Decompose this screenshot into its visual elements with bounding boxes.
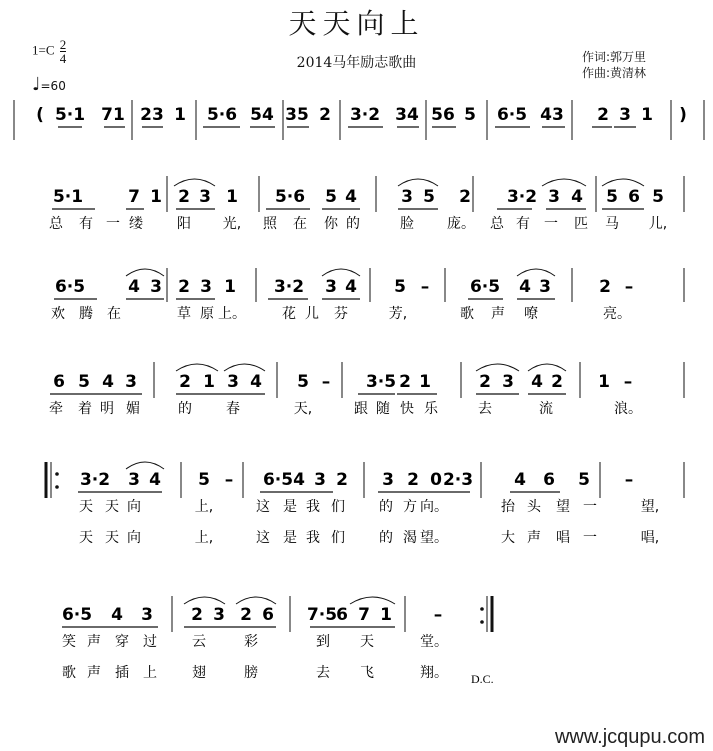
- lyric-syllable: 脸: [400, 216, 414, 232]
- jianpu-note: 56: [431, 105, 455, 125]
- jianpu-note: –: [321, 372, 331, 392]
- lyric-syllable: 阳: [177, 216, 191, 232]
- lyric-syllable: 笑: [62, 634, 76, 650]
- jianpu-note: 3: [141, 605, 153, 625]
- lyric-syllable: 的: [379, 499, 393, 515]
- repeat-end-dot: [480, 607, 484, 611]
- jianpu-note: 7: [358, 605, 370, 625]
- lyric-syllable: 一: [583, 530, 597, 546]
- jianpu-note: 3·2: [506, 187, 538, 207]
- lyric-syllable: 明: [100, 401, 114, 417]
- lyric-syllable: 翔。: [420, 665, 448, 681]
- jianpu-note: 5: [78, 372, 90, 392]
- site-watermark: www.jcqupu.com: [554, 726, 705, 748]
- lyric-syllable: 随: [376, 401, 390, 417]
- bar-lines: [14, 100, 704, 632]
- slur-arc: [176, 364, 218, 371]
- lyricist-credit: 作词:郭万里: [582, 50, 647, 64]
- lyric-syllable: 天: [105, 530, 119, 546]
- lyric-syllable: 唱: [556, 530, 570, 546]
- jianpu-note: 2: [459, 187, 471, 207]
- lyric-syllable: 你: [324, 216, 338, 232]
- lyric-syllable: 歌: [460, 306, 474, 322]
- lyric-syllable: 照: [263, 216, 277, 232]
- lyric-syllable: 有: [516, 216, 530, 232]
- lyric-syllable: 的: [346, 216, 360, 232]
- song-title: 天天向上: [288, 7, 425, 40]
- slur-arc: [126, 269, 164, 276]
- jianpu-note: 3: [548, 187, 560, 207]
- jianpu-note: 5: [578, 470, 590, 490]
- lyric-syllable: 们: [331, 499, 345, 515]
- jianpu-note: 6·5: [61, 605, 93, 625]
- quarter-note-icon: ♩: [32, 74, 41, 95]
- jianpu-note: 5·6: [206, 105, 238, 125]
- lyric-syllable: 头: [527, 499, 541, 515]
- lyric-syllable: 大: [501, 530, 515, 546]
- lyric-syllable: 向。: [420, 499, 448, 515]
- lyric-syllable: 是: [283, 499, 297, 515]
- lyric-syllable: 媚: [126, 401, 140, 417]
- lyric-syllable: 在: [107, 306, 121, 322]
- jianpu-note: 1: [380, 605, 392, 625]
- jianpu-note: 3: [401, 187, 413, 207]
- jianpu-note: 3: [150, 277, 162, 297]
- jianpu-note: 7: [128, 187, 140, 207]
- lyric-syllable: 跟: [354, 401, 368, 417]
- jianpu-note: 6·5: [54, 277, 86, 297]
- jianpu-note: 3: [227, 372, 239, 392]
- lyric-syllable: 插: [115, 665, 129, 681]
- lyric-syllable: 去: [316, 665, 330, 681]
- lyric-syllable: 天: [360, 634, 374, 650]
- jianpu-note: 3: [325, 277, 337, 297]
- jianpu-note: 5·1: [52, 187, 84, 207]
- jianpu-note: 2·3: [442, 470, 474, 490]
- jianpu-note: 3: [502, 372, 514, 392]
- jianpu-note: 3: [213, 605, 225, 625]
- jianpu-note: –: [420, 277, 430, 297]
- lyric-syllable: 上。: [218, 306, 246, 322]
- lyric-syllable: 有: [79, 216, 93, 232]
- jianpu-note: 4: [514, 470, 526, 490]
- jianpu-note: 3: [125, 372, 137, 392]
- lyric-syllable: 天,: [293, 401, 313, 417]
- lyric-syllable: 嘹: [524, 306, 538, 322]
- jianpu-note: 3: [619, 105, 631, 125]
- jianpu-note: 3: [200, 277, 212, 297]
- lyric-syllable: 春: [226, 401, 240, 417]
- lyric-syllable: 彩: [244, 634, 258, 650]
- slur-arc: [174, 179, 215, 186]
- lyric-syllable: 抬: [501, 499, 515, 515]
- lyric-syllable: 缕: [129, 216, 143, 232]
- composer-credit: 作曲:黄清林: [582, 66, 647, 80]
- jianpu-note: 2: [178, 187, 190, 207]
- jianpu-note: 4: [519, 277, 531, 297]
- lyric-syllable: 们: [331, 530, 345, 546]
- lyric-syllable: 一: [106, 216, 120, 232]
- jianpu-note: 4: [149, 470, 161, 490]
- jianpu-note: 5: [394, 277, 406, 297]
- lyric-syllable: 声: [87, 634, 101, 650]
- jianpu-note: ): [679, 105, 687, 125]
- jianpu-note: 6: [336, 605, 348, 625]
- lyric-syllable: 上,: [194, 499, 214, 515]
- lyric-syllable: 芳,: [388, 306, 408, 322]
- jianpu-note: (: [36, 105, 44, 125]
- lyric-syllable: 向: [127, 530, 141, 546]
- jianpu-note: 3: [382, 470, 394, 490]
- jianpu-note: 0: [430, 470, 442, 490]
- slur-arc: [126, 462, 164, 469]
- jianpu-note: 2: [479, 372, 491, 392]
- jianpu-note: 4: [250, 372, 262, 392]
- dc-marking: D.C.: [471, 672, 494, 686]
- jianpu-note: 1: [641, 105, 653, 125]
- jianpu-note: 6: [53, 372, 65, 392]
- jianpu-note: 5: [423, 187, 435, 207]
- lyric-syllable: 牵: [49, 401, 63, 417]
- lyric-syllable: 乐: [424, 401, 438, 417]
- lyric-syllable: 唱,: [640, 530, 660, 546]
- lyric-syllable: 望: [556, 499, 570, 515]
- jianpu-note: –: [624, 277, 634, 297]
- jianpu-note: 1: [598, 372, 610, 392]
- jianpu-note: 5·6: [274, 187, 306, 207]
- jianpu-note: 3·2: [273, 277, 305, 297]
- lyric-syllable: 云: [192, 634, 206, 650]
- lyric-syllable: 芬: [334, 306, 348, 322]
- jianpu-note: 4: [128, 277, 140, 297]
- lyric-syllable: 儿,: [648, 216, 668, 232]
- jianpu-note: 2: [336, 470, 348, 490]
- lyric-syllable: 总: [49, 216, 63, 232]
- lyric-syllable: 流: [539, 401, 553, 417]
- lyric-syllable: 一: [583, 499, 597, 515]
- slur-arc: [542, 179, 586, 186]
- jianpu-note: 6·5: [262, 470, 294, 490]
- lyric-syllable: 向: [127, 499, 141, 515]
- slur-arc: [517, 269, 555, 276]
- lyric-syllable: 亮。: [603, 306, 631, 322]
- jianpu-note: 1: [150, 187, 162, 207]
- jianpu-note: 2: [191, 605, 203, 625]
- jianpu-note: 5·1: [54, 105, 86, 125]
- lyric-syllable: 上,: [194, 530, 214, 546]
- jianpu-note: 2: [319, 105, 331, 125]
- slur-arc: [184, 597, 225, 604]
- jianpu-note: 34: [395, 105, 419, 125]
- slur-arc: [528, 364, 566, 371]
- jianpu-note: 3·2: [349, 105, 381, 125]
- jianpu-note: 4: [571, 187, 583, 207]
- jianpu-note: 1: [174, 105, 186, 125]
- tempo-value: =60: [40, 79, 66, 93]
- lyric-syllable: 儿: [305, 306, 319, 322]
- lyric-syllable: 在: [293, 216, 307, 232]
- lyric-syllable: 一: [544, 216, 558, 232]
- jianpu-note: 5: [325, 187, 337, 207]
- lyric-syllable: 是: [283, 530, 297, 546]
- lyric-syllable: 飞: [360, 665, 374, 681]
- jianpu-note: 3: [314, 470, 326, 490]
- lyric-syllable: 着: [78, 401, 92, 417]
- jianpu-note: 71: [101, 105, 125, 125]
- repeat-start-dot: [55, 472, 59, 476]
- jianpu-note: 1: [203, 372, 215, 392]
- slur-arc: [398, 179, 438, 186]
- lyric-syllable: 声: [87, 665, 101, 681]
- lyric-syllable: 我: [306, 499, 320, 515]
- jianpu-note: 5: [198, 470, 210, 490]
- jianpu-note: 3: [128, 470, 140, 490]
- meter-top: 2: [59, 37, 67, 52]
- jianpu-note: –: [624, 470, 634, 490]
- lyric-syllable: 望,: [640, 499, 660, 515]
- lyric-syllable: 天: [79, 499, 93, 515]
- jianpu-note: 4: [293, 470, 305, 490]
- jianpu-note: 3: [539, 277, 551, 297]
- lyric-syllable: 浪。: [614, 401, 642, 417]
- lyric-syllable: 上: [143, 665, 157, 681]
- lyric-syllable: 穿: [115, 634, 129, 650]
- jianpu-note: 6: [543, 470, 555, 490]
- lyric-syllable: 歌: [62, 665, 76, 681]
- jianpu-note: 3·5: [365, 372, 397, 392]
- lyric-syllable: 这: [256, 499, 270, 515]
- lyric-syllable: 这: [256, 530, 270, 546]
- lyric-syllable: 望。: [420, 530, 448, 546]
- lyric-syllable: 声: [527, 530, 541, 546]
- jianpu-note: 2: [179, 372, 191, 392]
- slur-arc: [224, 364, 265, 371]
- jianpu-note: 43: [540, 105, 564, 125]
- jianpu-note: 6·5: [496, 105, 528, 125]
- jianpu-note: 4: [531, 372, 543, 392]
- jianpu-note: 5: [652, 187, 664, 207]
- lyric-syllable: 花: [282, 306, 296, 322]
- lyric-syllable: 天: [105, 499, 119, 515]
- slur-arc: [476, 364, 519, 371]
- jianpu-note: 5: [606, 187, 618, 207]
- jianpu-note: 4: [345, 187, 357, 207]
- jianpu-note: –: [224, 470, 234, 490]
- lyric-syllable: 草: [177, 306, 191, 322]
- jianpu-note: 7·5: [306, 605, 338, 625]
- jianpu-note: –: [433, 605, 443, 625]
- jianpu-note: 2: [240, 605, 252, 625]
- jianpu-note: 35: [285, 105, 309, 125]
- lyric-syllable: 天: [79, 530, 93, 546]
- jianpu-note: 6: [262, 605, 274, 625]
- lyric-syllable: 马: [605, 216, 619, 232]
- lyric-syllable: 渴: [403, 530, 417, 546]
- jianpu-note: 2: [599, 277, 611, 297]
- lyric-syllable: 我: [306, 530, 320, 546]
- jianpu-note: 54: [250, 105, 274, 125]
- key-label: 1=C: [32, 42, 55, 58]
- jianpu-note: 1: [226, 187, 238, 207]
- jianpu-note: 5: [464, 105, 476, 125]
- slur-arc: [236, 597, 276, 604]
- lyric-syllable: 快: [400, 401, 414, 417]
- jianpu-note: 2: [399, 372, 411, 392]
- lyric-syllable: 过: [143, 634, 157, 650]
- jianpu-note: 1: [224, 277, 236, 297]
- lyric-syllable: 总: [490, 216, 504, 232]
- lyric-syllable: 欢: [51, 306, 65, 322]
- jianpu-note: 4: [111, 605, 123, 625]
- lyric-syllable: 原: [200, 306, 214, 322]
- jianpu-note: 2: [551, 372, 563, 392]
- lyric-syllable: 的: [379, 530, 393, 546]
- jianpu-note: –: [623, 372, 633, 392]
- lyric-syllable: 匹: [574, 216, 588, 232]
- meter-bottom: 4: [59, 51, 67, 66]
- jianpu-note: 23: [140, 105, 164, 125]
- lyric-syllable: 的: [178, 401, 192, 417]
- song-subtitle: 2014马年励志歌曲: [296, 55, 417, 71]
- lyric-syllable: 腾: [79, 306, 93, 322]
- slur-arc: [322, 269, 360, 276]
- jianpu-note: 3·2: [79, 470, 111, 490]
- jianpu-note: 6·5: [469, 277, 501, 297]
- jianpu-note: 2: [407, 470, 419, 490]
- repeat-start-dot: [55, 485, 59, 489]
- slur-arc: [602, 179, 644, 186]
- jianpu-note: 2: [597, 105, 609, 125]
- lyric-syllable: 翅: [192, 665, 206, 681]
- lyric-syllable: 膀: [244, 665, 258, 681]
- lyric-syllable: 光,: [222, 216, 242, 232]
- lyric-syllable: 堂。: [420, 634, 448, 650]
- jianpu-note: 6: [628, 187, 640, 207]
- jianpu-note: 4: [102, 372, 114, 392]
- jianpu-note: 1: [419, 372, 431, 392]
- jianpu-note: 5: [297, 372, 309, 392]
- jianpu-note: 4: [345, 277, 357, 297]
- jianpu-note: 3: [199, 187, 211, 207]
- jianpu-note: 2: [178, 277, 190, 297]
- lyric-syllable: 到: [316, 634, 330, 650]
- slur-arc: [350, 597, 395, 604]
- lyric-syllable: 庞。: [447, 216, 475, 232]
- repeat-end-dot: [480, 620, 484, 624]
- lyric-syllable: 声: [491, 306, 505, 322]
- lyric-syllable: 方: [403, 499, 417, 515]
- lyric-syllable: 去: [478, 401, 492, 417]
- note-numbers: [36, 105, 687, 627]
